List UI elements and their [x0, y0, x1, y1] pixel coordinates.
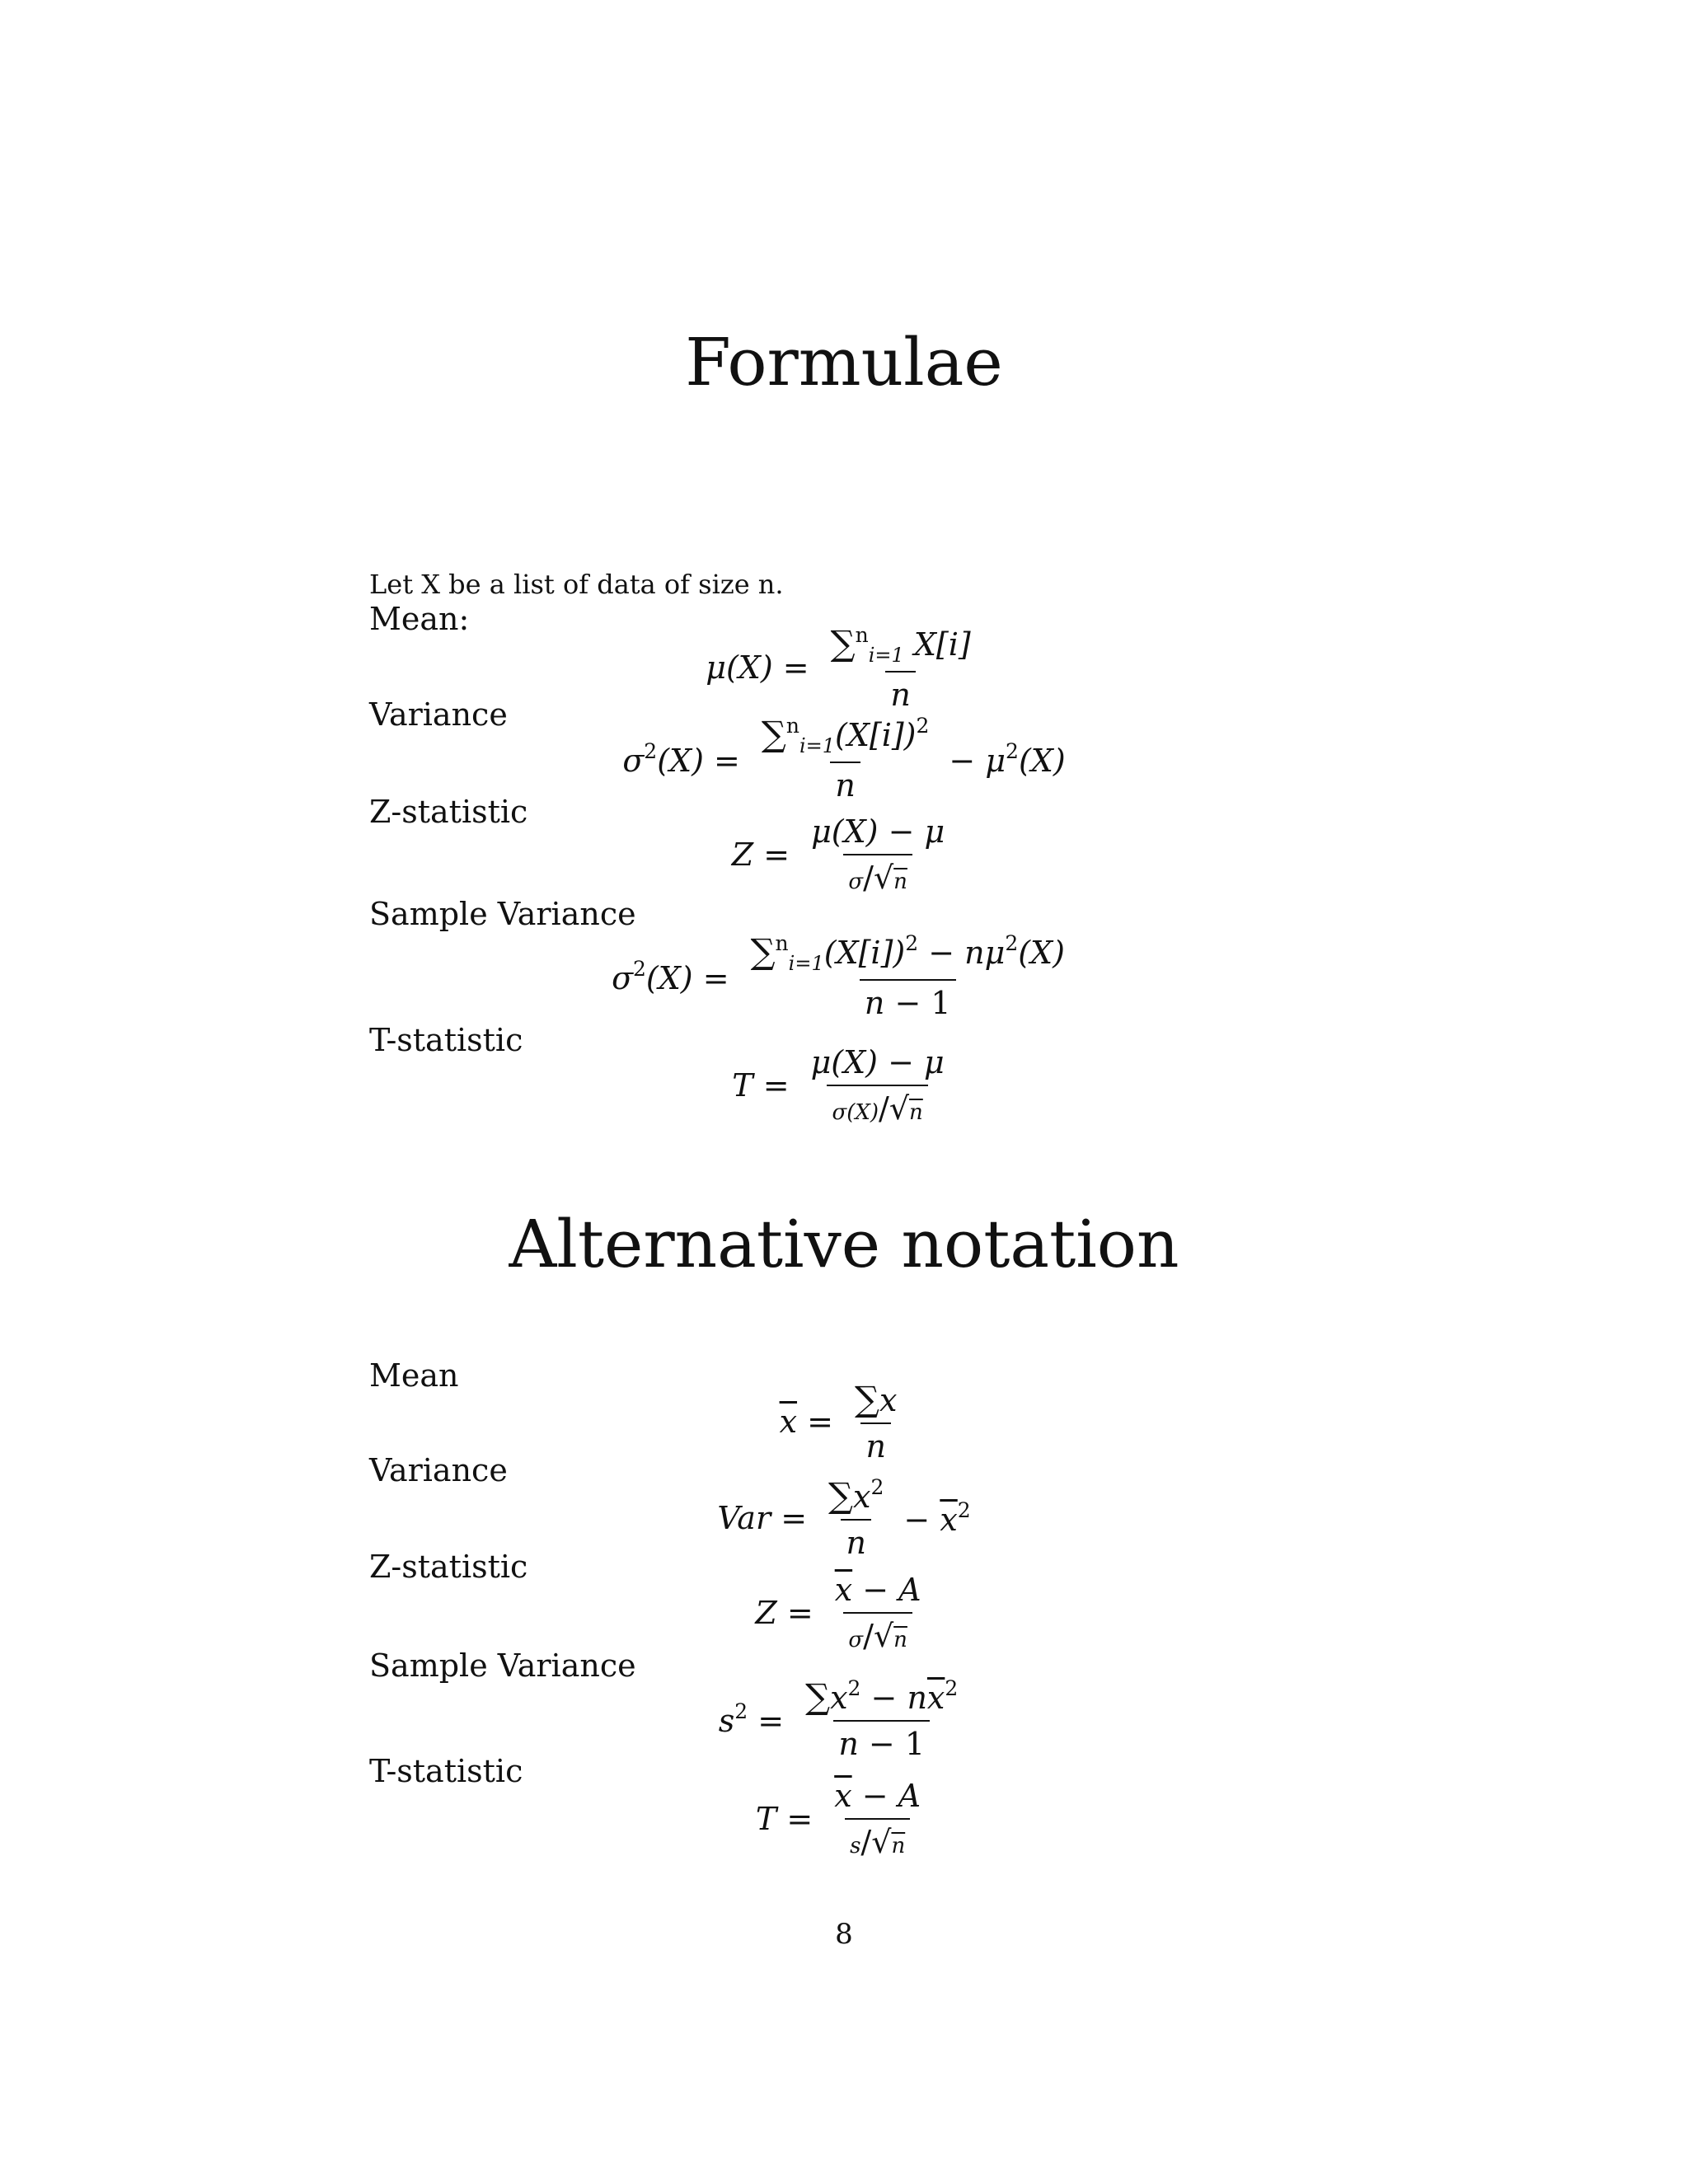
formula-t-statistic: T = $\frac{\mu(X) - \mu}{\sigma(X)/√n}$ [732, 1044, 945, 1127]
page-number: 8 [835, 1918, 853, 1951]
label-z-statistic: Z-statistic [369, 794, 528, 830]
label-alt-t-statistic: T-statistic [369, 1753, 523, 1789]
label-alt-variance: Variance [369, 1452, 508, 1488]
formula-alt-t-statistic: T = $\frac{\overline{x} - A}{s/√n}$ [755, 1778, 921, 1860]
formula-sample-variance: $\sigma^2(X)$ = $\frac{\sum^n_{i=1}(X[i])^2 - n\mu^2(X)}{n - 1}$ [612, 931, 1065, 1022]
formula-alt-variance: Var = $\frac{\sum x^2}{n}$ − $\overline{x}^2$ [717, 1475, 971, 1562]
label-alt-z-statistic: Z-statistic [369, 1549, 528, 1585]
label-t-statistic: T-statistic [369, 1022, 523, 1058]
section-title-alternative: Alternative notation [509, 1206, 1179, 1282]
label-alt-mean: Mean [369, 1357, 459, 1394]
label-mean: Mean: [369, 601, 470, 637]
label-sample-variance: Sample Variance [369, 896, 636, 932]
label-variance: Variance [369, 696, 508, 733]
formula-alt-mean: $\overline{x}$ = $\frac{\sum x}{n}$ [779, 1379, 898, 1465]
formula-mean: μ(X) = $\frac{\sum^n_{i=1} X[i]}{n}$ [706, 623, 971, 714]
formula-z-statistic: Z = $\frac{\mu(X) - \mu}{\sigma/√n}$ [731, 813, 945, 896]
formula-alt-sample-variance: $s^2$ = $\frac{\sum x^2 - n\overline{x}^2}{n - 1}$ [718, 1676, 959, 1763]
page-title: Formulae [685, 324, 1003, 401]
formula-alt-z-statistic: Z = $\frac{\overline{x} - A}{\sigma/√n}$ [755, 1572, 921, 1654]
formula-variance: $\sigma^2(X)$ = $\frac{\sum^n_{i=1}(X[i])^2}{n}$ − $\mu^2(X)$ [622, 714, 1066, 804]
label-alt-sample-variance: Sample Variance [369, 1647, 636, 1684]
intro-text: Let X be a list of data of size n. [369, 569, 784, 600]
